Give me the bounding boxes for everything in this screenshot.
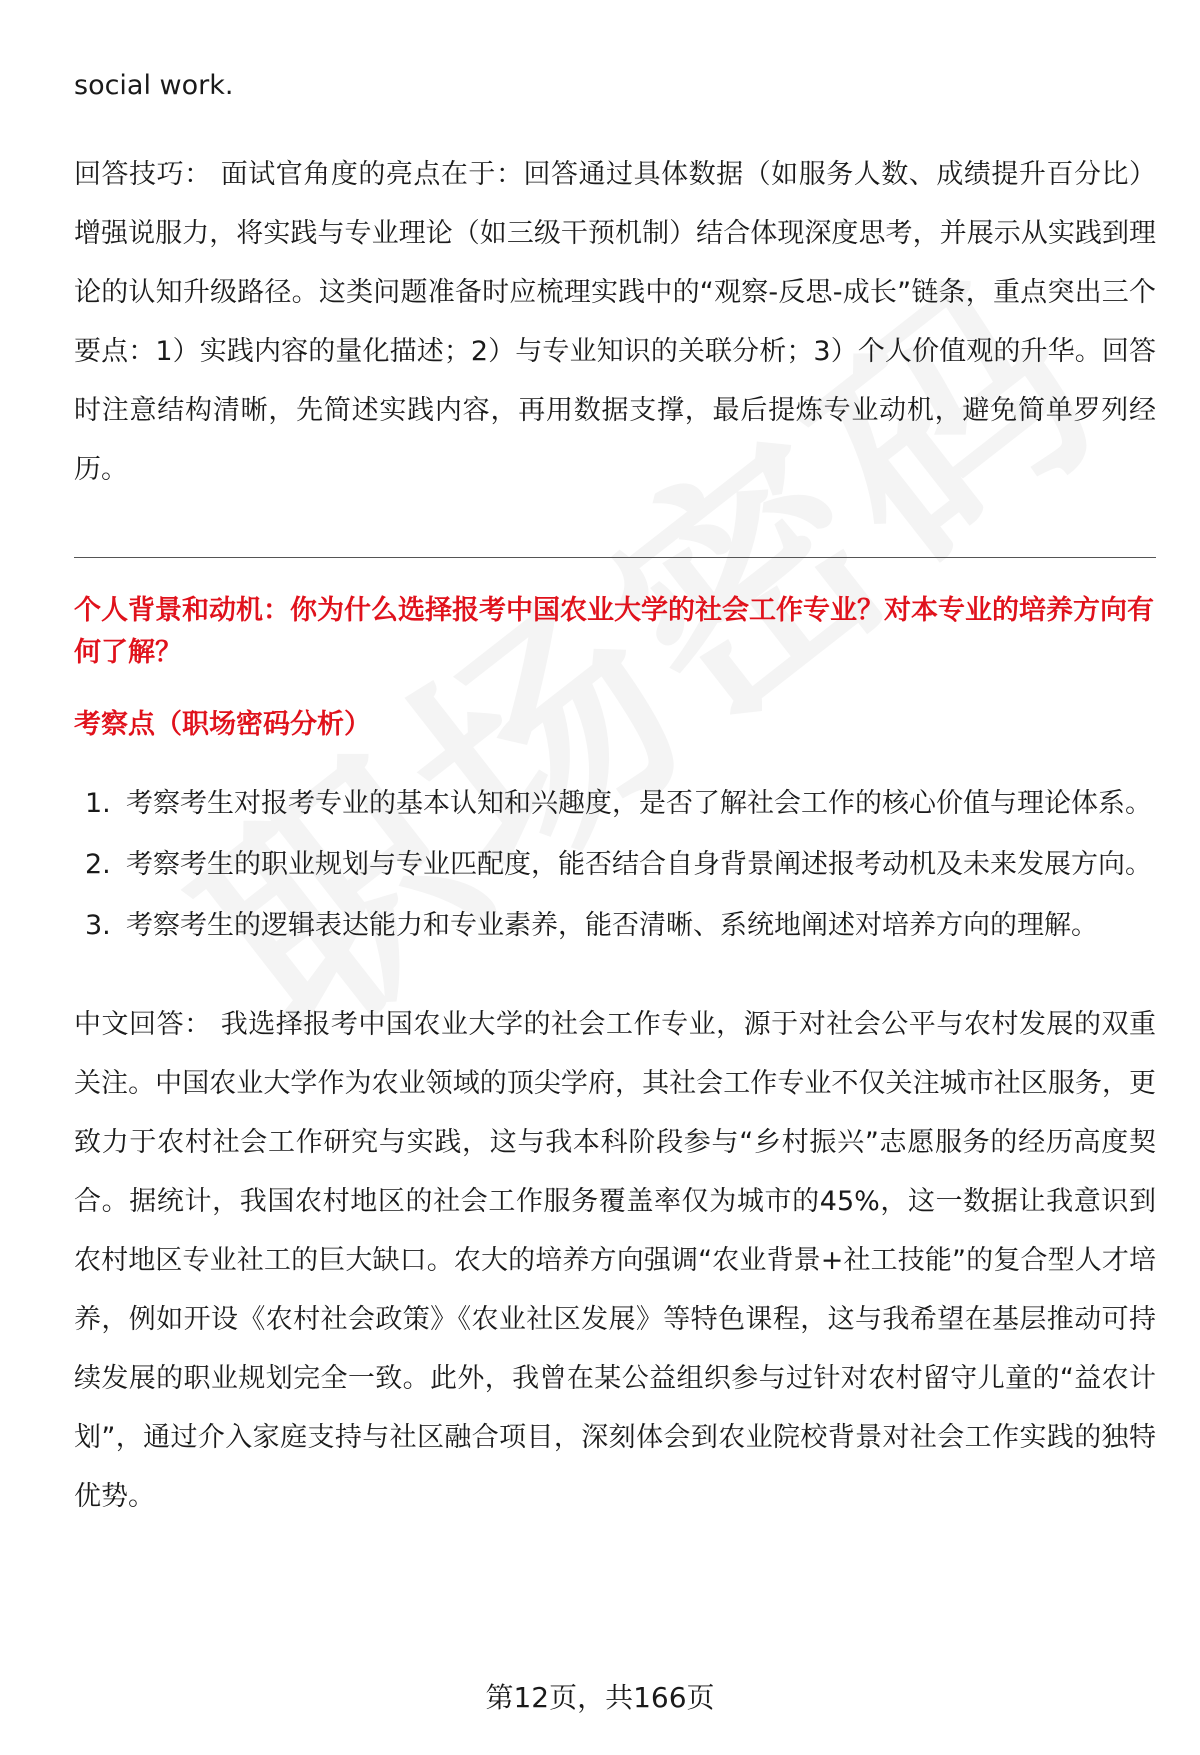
- list-item-text: 考察考生的逻辑表达能力和专业素养，能否清晰、系统地阐述对培养方向的理解。: [126, 910, 1098, 941]
- assessment-heading: 考察点（职场密码分析）: [74, 709, 371, 740]
- answer-tips: 回答技巧： 面试官角度的亮点在于：回答通过具体数据（如服务人数、成绩提升百分比）增强说服力，将实践与专业理论（如三级干预机制）结合体现深度思考，并展示从实践到理论的认知升级路径。这类问题准备时应梳理实践中的“观察-反思-成长”链条，重点突出三个要点：1）实践内容的量化描述；2）与专业知识的关联分析；3）个人价值观的升华。回答时注意结构清晰，先简述实践内容，再用数据支撑，最后提炼专业动机，避免简单罗列经历。: [74, 159, 1156, 485]
- list-item: [74, 896, 1156, 955]
- question-title: 个人背景和动机：你为什么选择报考中国农业大学的社会工作专业？对本专业的培养方向有何了解？: [74, 595, 1154, 668]
- section-divider: [74, 557, 1156, 558]
- assessment-list: [74, 774, 1156, 955]
- list-item-text: 考察考生的职业规划与专业匹配度，能否结合自身背景阐述报考动机及未来发展方向。: [126, 849, 1152, 880]
- chinese-answer: 中文回答： 我选择报考中国农业大学的社会工作专业，源于对社会公平与农村发展的双重关注。中国农业大学作为农业领域的顶尖学府，其社会工作专业不仅关注城市社区服务，更致力于农村社会工作研究与实践，这与我本科阶段参与“乡村振兴”志愿服务的经历高度契合。据统计，我国农村地区的社会工作服务覆盖率仅为城市的45%，这一数据让我意识到农村地区专业社工的巨大缺口。农大的培养方向强调“农业背景+社工技能”的复合型人才培养，例如开设《农村社会政策》《农业社区发展》等特色课程，这与我希望在基层推动可持续发展的职业规划完全一致。此外，我曾在某公益组织参与过针对农村留守儿童的“益农计划”，通过介入家庭支持与社区融合项目，深刻体会到农业院校背景对社会工作实践的独特优势。: [74, 1009, 1156, 1512]
- document-page: [74, 56, 1156, 1526]
- list-item-number: 3.: [85, 910, 111, 941]
- list-item-number: 1.: [85, 788, 111, 819]
- page-number: 第12页，共166页: [485, 1681, 715, 1714]
- list-item: [74, 835, 1156, 894]
- list-item-number: 2.: [85, 849, 111, 880]
- list-item-text: 考察考生对报考专业的基本认知和兴趣度，是否了解社会工作的核心价值与理论体系。: [126, 788, 1152, 819]
- top-fragment: social work.: [74, 70, 234, 101]
- list-item: [74, 774, 1156, 833]
